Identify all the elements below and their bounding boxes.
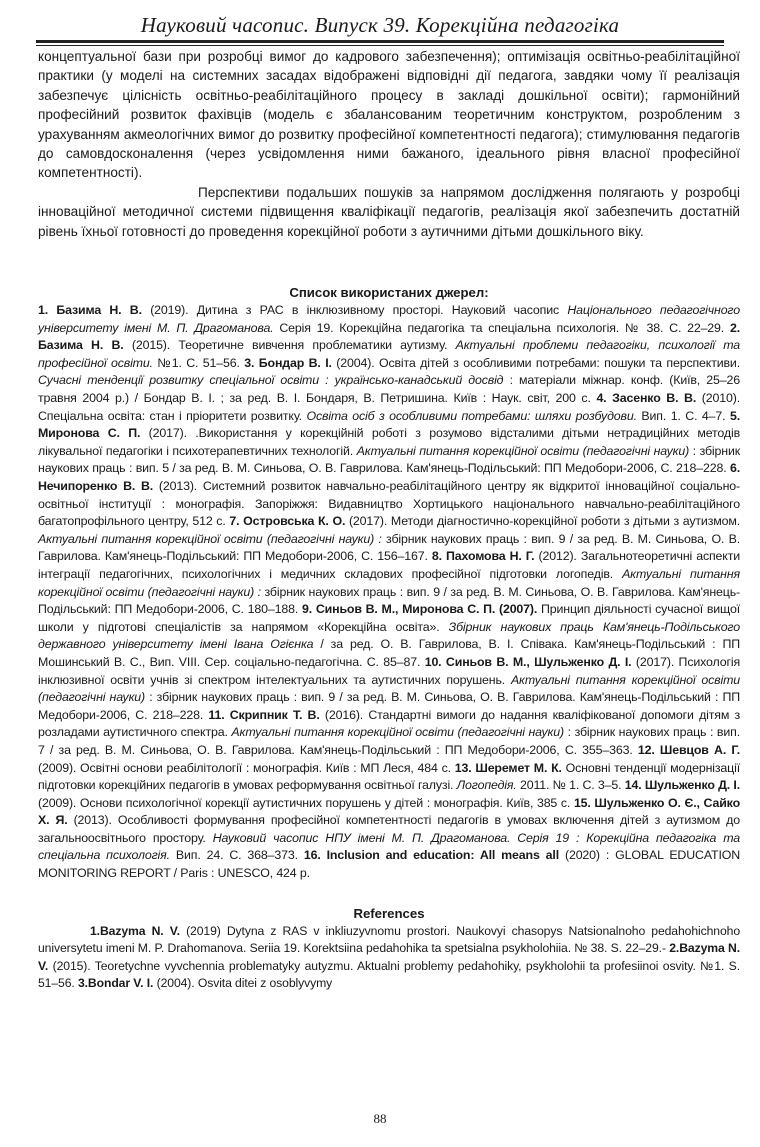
source-source-title: Логопедія. (456, 778, 517, 793)
source-text: (2009). Основи психологічної корекції аутистичних порушень у дітей : монографія. Київ, 385 с. (38, 795, 574, 810)
source-details: / за ред. О. В. Гаврилова, В. І. Співака. Кам'янець-Подільський : ПП Мошинський В. С., Вип. VIII. Сер. соціально-педагогічна. С. 85–87. (38, 637, 740, 669)
source-source-title: Актуальні проблеми педагогіки, психології та професійної освіти. (38, 338, 741, 370)
references-list (38, 923, 740, 993)
sources-heading: Список використаних джерел: (289, 285, 489, 301)
source-text: (2012). Загальнотеоретичні аспекти інтеграції педагогічних, психологічних і медичних складових професійної підготовки логопедів. (38, 549, 741, 581)
source-source-title: Сучасні тенденції розвитку спеціальної освіти : українсько-канадський досвід (38, 373, 504, 388)
sources-list (38, 302, 740, 883)
source-author: 15. Шульженко О. Є., Сайко Х. Я. (38, 795, 740, 828)
source-details: Вип. 1. С. 4–7. (636, 408, 730, 423)
source-entry (38, 303, 740, 335)
source-source-title: Актуальні питання корекційної освіти (педагогічні науки) (231, 725, 564, 740)
source-author: 9. Синьов В. М., Миронова С. П. (2007). (301, 602, 538, 617)
source-author: 4. Засенко В. В. (596, 391, 697, 406)
page-number: 88 (373, 1111, 387, 1126)
source-details: збірник наукових праць : вип. 9 / за ред. В. М. Синьова, О. В. Гаврилова. Кам'янець-Подільський: ПП Медобори-2006, С. 156–167. (38, 531, 740, 564)
source-author: 3. Бондар В. І. (244, 355, 332, 370)
source-details: : збірник наукових праць : вип. 5 / за ред. В. М. Синьова, О. В. Гаврилова. Кам'янець-Подільський: ПП Медобори-2006, С. 218–228. (38, 443, 740, 476)
source-text: (2015). Теоретичне вивчення проблематики аутизму. (123, 338, 456, 353)
source-source-title: Актуальні питання корекційної освіти (педагогічні науки) : (38, 531, 382, 546)
source-author: 12. Шевцов А. Г. (637, 742, 740, 757)
source-author: 10. Синьов В. М., Шульженко Д. І. (424, 654, 632, 669)
source-text: (2017). Методи діагностично-корекційної роботи з дітьми з аутизмом. (345, 514, 740, 529)
source-author: 11. Скрипник Т. В. (208, 707, 320, 722)
source-text: (2016). Стандартні вимоги до надання кваліфікованої допомоги дітям з розладами аутистичного спектра. (38, 707, 741, 740)
source-text: (2017). Психологія інклюзивної освіти учнів зі спектром інтелектуальних та аутистичних порушень. (38, 654, 741, 687)
source-source-title: Актуальні питання корекційної освіти (педагогічні науки) : (38, 566, 740, 599)
source-details: 2011. № 1. С. 3–5. (516, 778, 625, 793)
source-details: : збірник наукових праць : вип. 7 / за ред. В. М. Синьова, О. В. Гаврилова. Кам'янець-Подільський : ПП Медобори-2006, С. 355–363. (38, 725, 740, 757)
source-text: (2017). .Використання у корекційній роботі з розумово відсталими дітьми нетрадиційних методів лікувальної педагогіки і психотерапевтичних технологій. (38, 426, 740, 458)
source-author: 2. Базима Н. В. (38, 320, 740, 353)
source-text: (2009). Освітні основи реабілітології : монографія. Київ : МП Леся, 484 с. (38, 760, 455, 775)
source-source-title: Актуальні питання корекційної освіти (педагогічні науки) (38, 672, 740, 705)
reference-author: 1.Bazyma N. V. (90, 923, 180, 938)
reference-text: (2015). Teoretychne vyvchennia problematyky autyzmu. Aktualni problemy pedahohiky, psykholohii ta profesiinoi osvity. №1. S. 51–56. (38, 958, 740, 991)
reference-entry (78, 976, 332, 990)
source-author: 1. Базима Н. В. (38, 303, 142, 318)
body-paragraph-1: концептуальної бази при розробці вимог до кадрового забезпечення); оптимізація освітньо-реабілітаційної практики (у моделі на системних засадах відображені відповідні дії педагога, завдяки чому її реалізація забезпечує цілісність освітньо-реабілітаційного процесу в закладі дошкільної освіти); гармонійний професійний розвиток фахівців (модель є збалансованим теоретичним конструктом, розробленим з урахуванням акмеологічних вимог до розвитку професійної компетентності педагога); стимулювання педагогів до самовдосконалення (через усвідомлення ними бажаного, ідеального рівня власної професійної компетентності). (38, 49, 740, 181)
source-details: : збірник наукових праць : вип. 9 / за ред. В. М. Синьова, О. В. Гаврилова. Кам'янець-Подільський : ПП Медобори-2006, С. 218–228. (38, 690, 740, 722)
source-author: 5. Миронова С. П. (38, 408, 741, 441)
source-text: (2004). Освіта дітей з особливими потребами: пошуки та перспективи. (331, 355, 740, 370)
reference-text: (2019) Dytyna z RAS v inkliuzyvnomu prostori. Naukovyi chasopys Natsionalnoho pedahohichnoho universytetu imeni M. P. Drahomanova. Seriia 19. Korektsiina pedahohika ta spetsialna psykholohiia. № 38. S. 22–29.- (38, 923, 741, 956)
source-text: (2019). Дитина з РАС в інклюзивному просторі. Науковий часопис (141, 303, 568, 318)
source-details: : матеріали міжнар. конф. (Київ, 25–26 травня 2004 р.) / Бондар В. І. ; за ред. В. І. Бондаря, В. Петришина. Київ : Наук. світ, 200 с. (38, 373, 740, 406)
source-source-title: Актуальні питання корекційної освіти (педагогічні науки) (356, 443, 690, 458)
source-author: 13. Шеремет М. К. (454, 760, 562, 775)
source-source-title: Науковий часопис НПУ імені М. П. Драгоманова. Серія 19 : Корекційна педагогіка та спеціальна психологія. (38, 830, 740, 863)
header-rule-thick (36, 40, 724, 43)
reference-text: (2004). Osvita ditei z osoblyvymy (153, 976, 333, 991)
source-author: 8. Пахомова Н. Г. (431, 549, 535, 564)
source-details: Серія 19. Корекційна педагогіка та спеціальна психологія. № 38. С. 22–29. (273, 320, 730, 335)
source-author: 7. Островська К. О. (229, 514, 346, 529)
source-source-title: Освіта осіб з особливими потребами: шляхи розбудови. (306, 408, 637, 423)
references-heading: References (353, 905, 425, 921)
source-text: Основні тенденції модернізації підготовки корекційних педагогів в умовах реформування освітньої галузі. (38, 760, 740, 793)
page-body (38, 47, 740, 993)
reference-author: 2.Bazyma N. V. (38, 941, 740, 973)
source-text: (2020) : GLOBAL EDUCATION MONITORING REPORT / Paris : UNESCO, 424 p. (38, 848, 741, 881)
source-text: (2013). Особливості формування професійної компетентності педагогів в умовах включення дітей з аутизмом до загальноосвітнього простору. (38, 813, 740, 845)
reference-author: 3.Bondar V. I. (77, 976, 154, 991)
source-text: (2013). Системний розвиток навчально-реабілітаційного центру як відкритої інноваційної соціально-освітньої інституції : монографія. Запоріжжя: Видавництво Хортицького національного навчально-реабілітаційного багатопрофільного центру, 512 с. (38, 479, 741, 529)
source-author: 6. Нечипоренко В. В. (38, 461, 740, 493)
source-text: Принцип діяльності сучасної вищої школи у підготові спеціалістів за напрямом «Корекційна освіта». (38, 602, 740, 634)
source-author: 14. Шульженко Д. І. (624, 778, 740, 793)
source-author: 16. Inclusion and education: All means all (303, 848, 559, 863)
source-details: збірник наукових праць : вип. 9 / за ред. В. М. Синьова, О. В. Гаврилова. Кам'янець-Подільський: ПП Медобори-2006, С. 180–188. (38, 584, 741, 617)
header-rule-thin (36, 45, 724, 46)
source-text: (2010). Спеціальна освіта: стан і пріоритети розвитку. (38, 391, 740, 423)
body-paragraph-2: Перспективи подальших пошуків за напрямом дослідження полягають у розробці інноваційної методичної системи підвищення кваліфікації педагогів, реалізація якої забезпечить достатній рівень їхньої готовності до проведення корекційної роботи з аутичними дітьми дошкільного віку. (38, 184, 740, 239)
reference-entry (38, 924, 740, 956)
source-details: №1. С. 51–56. (152, 355, 245, 370)
running-header: Науковий часопис. Випуск 39. Корекційна педагогіка (140, 13, 620, 37)
source-source-title: Національного педагогічного університету імені М. П. Драгоманова. (38, 303, 740, 335)
source-details: Вип. 24. С. 368–373. (169, 848, 304, 863)
source-source-title: Збірник наукових праць Кам'янець-Подільського державного університету імені Івана Огієнка (38, 619, 740, 652)
